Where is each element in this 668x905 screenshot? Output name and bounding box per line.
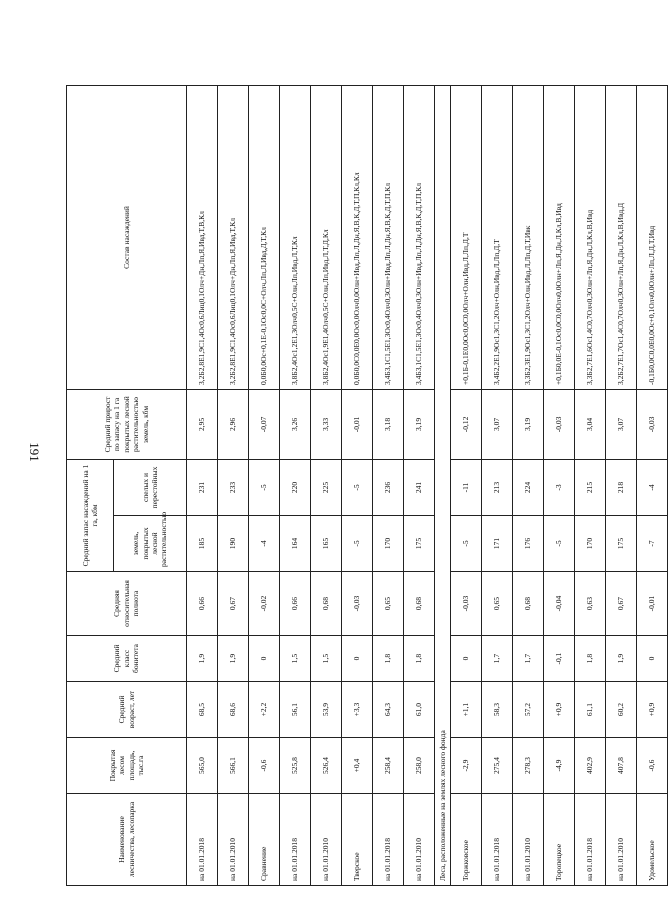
cell-increment: 3,07 [482, 389, 513, 459]
cell-name: на 01.01.2010 [311, 794, 342, 886]
cell-area: 565,0 [187, 738, 218, 794]
cell-increment: 3,18 [373, 389, 404, 459]
cell-name: Торопецкое [544, 794, 575, 886]
cell-age: 56,1 [280, 682, 311, 738]
cell-area: -0,6 [637, 738, 668, 794]
cell-area: -4,9 [544, 738, 575, 794]
table-row [187, 85, 218, 885]
page-number: 191 [27, 442, 42, 462]
cell-bonitet: 1,7 [482, 636, 513, 682]
cell-composition: 0,0Б0,0С0,0Е0,0Ос0,0Олч0,0Олн+Ивд,Лп,Л,Дн,Я,В,К,Д,Т,П,Кл,Кл [342, 85, 373, 389]
cell-name: на 01.01.2018 [280, 794, 311, 886]
cell-stock-mature: 231 [187, 459, 218, 515]
cell-increment: 3,19 [404, 389, 435, 459]
rotated-page-content [66, 86, 657, 886]
table-body-top [187, 85, 435, 885]
cell-age: +0,9 [637, 682, 668, 738]
cell-area: 525,8 [280, 738, 311, 794]
cell-name: на 01.01.2018 [575, 794, 606, 886]
cell-area: 258,4 [373, 738, 404, 794]
header-composition: Состав насаждений [67, 85, 187, 389]
cell-area: 258,0 [404, 738, 435, 794]
header-area: Покрытая лесом площадь, тыс.га [67, 738, 187, 794]
cell-area: +0,4 [342, 738, 373, 794]
cell-age: 58,3 [482, 682, 513, 738]
cell-density: 0,63 [575, 572, 606, 636]
cell-bonitet: 1,9 [187, 636, 218, 682]
cell-age: 61,0 [404, 682, 435, 738]
cell-stock-mature: 215 [575, 459, 606, 515]
cell-age: 64,3 [373, 682, 404, 738]
cell-area: 526,4 [311, 738, 342, 794]
cell-name: на 01.01.2010 [606, 794, 637, 886]
cell-density: -0,02 [249, 572, 280, 636]
cell-increment: 2,96 [218, 389, 249, 459]
cell-composition: 3,2Б2,8Е1,9С1,4Ос0,6Лиц0,1Олч+Дн,Лп,Я,Ивд,Т,Кл [218, 85, 249, 389]
cell-increment: -0,12 [451, 389, 482, 459]
cell-stock-total: -4 [249, 516, 280, 572]
cell-density: -0,03 [451, 572, 482, 636]
cell-increment: -0,01 [342, 389, 373, 459]
table-row [513, 85, 544, 885]
cell-bonitet: -0,1 [544, 636, 575, 682]
cell-increment: -0,07 [249, 389, 280, 459]
cell-age: +1,1 [451, 682, 482, 738]
cell-stock-mature: -4 [637, 459, 668, 515]
cell-area: 566,1 [218, 738, 249, 794]
table-row [606, 85, 637, 885]
cell-stock-mature: 213 [482, 459, 513, 515]
cell-stock-total: -5 [342, 516, 373, 572]
cell-age: 68,6 [218, 682, 249, 738]
cell-increment: 2,95 [187, 389, 218, 459]
cell-bonitet: 0 [249, 636, 280, 682]
table-row [637, 85, 668, 885]
cell-bonitet: 0 [451, 636, 482, 682]
cell-composition: 3,2Б2,7Е1,7Ос1,4С0,7Олч0,3Олн+Лп,Я,Дн,Л,Кл,В,Ивд,Д [606, 85, 637, 389]
cell-age: +3,3 [342, 682, 373, 738]
table-row [249, 85, 280, 885]
cell-density: 0,67 [606, 572, 637, 636]
cell-stock-total: 175 [404, 516, 435, 572]
cell-bonitet: 0 [342, 636, 373, 682]
cell-density: 0,68 [404, 572, 435, 636]
cell-stock-mature: -5 [342, 459, 373, 515]
cell-area: -0,6 [249, 738, 280, 794]
cell-name: Тверское [342, 794, 373, 886]
cell-area: -2,9 [451, 738, 482, 794]
cell-increment: 3,26 [280, 389, 311, 459]
cell-composition: 3,4Б2,2Е1,9Ос1,3С1,2Олч+Олн,Ивд,Л,Лп,Д,Т [482, 85, 513, 389]
cell-increment: 3,19 [513, 389, 544, 459]
cell-density: 0,68 [513, 572, 544, 636]
table-row [280, 85, 311, 885]
cell-increment: 3,07 [606, 389, 637, 459]
cell-density: 0,65 [373, 572, 404, 636]
header-stock-total: земель, покрытых лесной растительностью [114, 516, 187, 572]
table-row [342, 85, 373, 885]
table-row [311, 85, 342, 885]
table-row [373, 85, 404, 885]
cell-stock-total: -5 [451, 516, 482, 572]
cell-composition: +0,1Б0,0Е-0,1Ос0,0С0,0Олч0,0Олн+Лп,Я,Дн,Л,Кл,В,Ивд [544, 85, 575, 389]
cell-stock-total: 190 [218, 516, 249, 572]
cell-composition: 3,3Б2,3Е1,9Ос1,3С1,2Олч+Олн,Ивд,Л,Лп,Д,Т,Ивк [513, 85, 544, 389]
cell-density: 0,67 [218, 572, 249, 636]
header-increment: Средний прирост по запасу на 1 га покрытых лесной растительностью земель, кбм [67, 389, 187, 459]
cell-bonitet: 1,5 [311, 636, 342, 682]
cell-composition: 3,4Б3,1С1,5Е1,3Ос0,4Олч0,3Олн+Ивд,Лп,Л,Дн,Я,В,К,Д,Т,П,Кл [404, 85, 435, 389]
cell-composition: 3,2Б2,8Е1,9С1,4Ос0,6Лиц0,1Олч+Дн,Лп,Я,Ивд,Т,В,Кл [187, 85, 218, 389]
cell-name: на 01.01.2018 [373, 794, 404, 886]
cell-stock-mature: 233 [218, 459, 249, 515]
cell-stock-mature: 224 [513, 459, 544, 515]
cell-age: 68,5 [187, 682, 218, 738]
cell-stock-total: 185 [187, 516, 218, 572]
cell-composition: 3,8Б2,4Ос1,9Е1,4Олч0,5С+Олн,Лп,Ивд,Л,Т,Д,Кл [311, 85, 342, 389]
cell-bonitet: 1,8 [373, 636, 404, 682]
cell-age: +2,2 [249, 682, 280, 738]
cell-composition: -0,1Б0,0С0,0Е0,0Ос+0,1Олч0,0Олн+Лп,Л,Д,Т,Ивд [637, 85, 668, 389]
cell-composition: 0,0Б0,0Ос+0,1Е-0,1Ос0,0С+Олч,Лп,Л,Ивд,Д,Т,Кл [249, 85, 280, 389]
header-density: Средняя относительная полнота [67, 572, 187, 636]
cell-name: Удомельское [637, 794, 668, 886]
cell-age: 53,9 [311, 682, 342, 738]
cell-composition: 3,3Б2,7Е1,6Ос1,4С0,7Олч0,3Олн+Лп,Я,Дн,Л,Кл,В,Ивд [575, 85, 606, 389]
cell-name: на 01.01.2018 [187, 794, 218, 886]
cell-stock-mature: -11 [451, 459, 482, 515]
cell-area: 402,9 [575, 738, 606, 794]
table-header [67, 85, 187, 885]
cell-density: 0,65 [482, 572, 513, 636]
cell-bonitet: 1,5 [280, 636, 311, 682]
cell-bonitet: 1,9 [218, 636, 249, 682]
cell-age: 61,1 [575, 682, 606, 738]
cell-stock-mature: 220 [280, 459, 311, 515]
table-row [575, 85, 606, 885]
cell-density: -0,03 [342, 572, 373, 636]
header-age: Средний возраст, лет [67, 682, 187, 738]
header-stock-group: Средний запас насаждений на 1 га, кбм [67, 459, 114, 571]
cell-name: Торжковское [451, 794, 482, 886]
cell-stock-total: 165 [311, 516, 342, 572]
forest-stock-table [66, 85, 668, 886]
cell-name: на 01.01.2010 [218, 794, 249, 886]
cell-area: 407,8 [606, 738, 637, 794]
section-title: Леса, расположенные на землях лесного фонда [435, 85, 451, 885]
table-row [218, 85, 249, 885]
cell-area: 278,3 [513, 738, 544, 794]
cell-stock-mature: 225 [311, 459, 342, 515]
cell-composition: 3,8Б2,4Ос1,2Е1,3Олч0,5С+Олн,Лп,Ивд,Л,Т,Кл [280, 85, 311, 389]
cell-density: 0,66 [187, 572, 218, 636]
cell-stock-total: 164 [280, 516, 311, 572]
cell-stock-total: 170 [575, 516, 606, 572]
header-name: Наименование лесничества, лесопарка [67, 794, 187, 886]
cell-stock-total: 176 [513, 516, 544, 572]
cell-name: Сравнение [249, 794, 280, 886]
header-bonitet: Средний класс бонитета [67, 636, 187, 682]
header-stock-mature: спелых и перестойных [114, 459, 187, 515]
section-divider [435, 85, 451, 885]
table-row [482, 85, 513, 885]
cell-bonitet: 0 [637, 636, 668, 682]
cell-stock-total: -7 [637, 516, 668, 572]
cell-increment: -0,03 [637, 389, 668, 459]
cell-density: -0,04 [544, 572, 575, 636]
cell-density: -0,01 [637, 572, 668, 636]
cell-stock-total: 171 [482, 516, 513, 572]
cell-age: 60,2 [606, 682, 637, 738]
cell-bonitet: 1,7 [513, 636, 544, 682]
cell-name: на 01.01.2010 [404, 794, 435, 886]
cell-stock-mature: -5 [249, 459, 280, 515]
cell-age: 57,2 [513, 682, 544, 738]
cell-age: +0,9 [544, 682, 575, 738]
cell-stock-total: -5 [544, 516, 575, 572]
cell-increment: 3,04 [575, 389, 606, 459]
table-row [404, 85, 435, 885]
table-row [544, 85, 575, 885]
cell-increment: -0,03 [544, 389, 575, 459]
table-row [451, 85, 482, 885]
cell-stock-mature: 236 [373, 459, 404, 515]
cell-stock-mature: -3 [544, 459, 575, 515]
table-body-bottom [451, 85, 668, 885]
cell-density: 0,68 [311, 572, 342, 636]
cell-bonitet: 1,9 [606, 636, 637, 682]
cell-area: 275,4 [482, 738, 513, 794]
cell-stock-mature: 218 [606, 459, 637, 515]
cell-name: на 01.01.2018 [482, 794, 513, 886]
cell-composition: +0,1Б-0,1Е0,0Ос0,0С0,0Олч+Олн,Ивд,Л,Лп,Д,Т [451, 85, 482, 389]
cell-stock-total: 170 [373, 516, 404, 572]
cell-name: на 01.01.2010 [513, 794, 544, 886]
cell-increment: 3,33 [311, 389, 342, 459]
cell-stock-mature: 241 [404, 459, 435, 515]
cell-stock-total: 175 [606, 516, 637, 572]
cell-bonitet: 1,8 [575, 636, 606, 682]
cell-density: 0,66 [280, 572, 311, 636]
cell-composition: 3,4Б3,1С1,5Е1,3Ос0,4Олч0,3Олн+Ивд,Лп,Л,Дн,Я,В,К,Д,Т,П,Кл [373, 85, 404, 389]
cell-bonitet: 1,8 [404, 636, 435, 682]
